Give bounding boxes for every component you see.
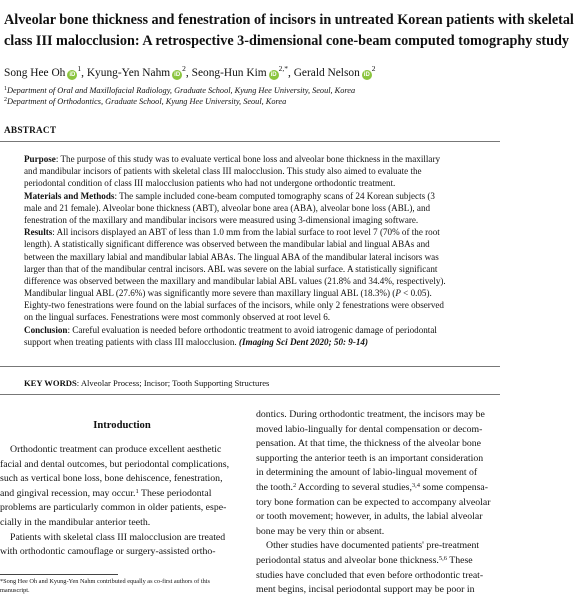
- author-affiliation-mark: 2: [182, 64, 186, 73]
- author-3: [191, 64, 294, 79]
- footnote-line: manuscript.: [0, 586, 30, 594]
- methods-label: Materials and Methods: [24, 190, 115, 201]
- body-line: problems are particularly common in older patients, espe-: [0, 502, 227, 514]
- orcid-icon[interactable]: iD: [174, 72, 181, 78]
- purpose-label: Purpose: [24, 154, 56, 164]
- body-line: bone may be very thin or absent.: [256, 525, 385, 537]
- abstract-text: : All incisors displayed an ABT of less than 1.0 mm from the labial surface to root level 7 (70% of the root: [52, 227, 440, 238]
- affiliation-number: 2: [4, 97, 7, 103]
- abstract-text: : The purpose of this study was to evaluate vertical bone loss and alveolar bone thickness in the maxillary: [55, 154, 441, 164]
- footnote-rule: [0, 574, 118, 575]
- body-line: [0, 487, 244, 502]
- body-line: studies have concluded that even before orthodontic treat-: [256, 569, 484, 581]
- abstract-top-rule: [0, 141, 500, 142]
- body-line: or tooth movement; however, in adults, the labial alveolar: [256, 511, 483, 523]
- abstract-line: between the maxillary labial and mandibular labial ABAs. The lingual ABA of the mandibular lateral incisors was: [24, 251, 439, 262]
- abstract-line: [24, 324, 544, 336]
- conclusion-label: Conclusion: [24, 324, 68, 335]
- abstract-line: periodontal condition of class III malocclusion patients who had not undergone orthodontic treatment.: [24, 178, 396, 189]
- abstract-body: [24, 153, 544, 348]
- footnote-line: *Song Hee Oh and Kyung-Yen Nahm contributed equally as co-first authors of this: [0, 578, 210, 585]
- citation-marker[interactable]: 1: [135, 487, 139, 495]
- affiliation-text: Department of Oral and Maxillofacial Radiology, Graduate School, Kyung Hee University, Seoul, Korea: [7, 86, 356, 95]
- author-name: Seong-Hun Kim: [191, 67, 267, 79]
- author-4: [293, 64, 376, 79]
- abstract-text: < 0.05).: [400, 288, 432, 299]
- citation-marker[interactable]: 2: [293, 481, 297, 489]
- abstract-line: fenestration of the maxillary and mandibular incisors were measured using 3-dimensional imaging software.: [24, 214, 419, 225]
- citation-marker[interactable]: 3,4: [411, 481, 421, 489]
- author-affiliation-mark: 2: [371, 64, 376, 73]
- keywords-label: KEY WORDS: [24, 378, 77, 388]
- abstract-bottom-rule: [0, 366, 500, 367]
- body-line: in determining the amount of labio-lingual movement of: [256, 467, 478, 479]
- author-list: [4, 64, 376, 80]
- footnote: [0, 578, 246, 595]
- left-column: [0, 420, 244, 560]
- body-line: tory bone formation can be expected to accompany alveolar: [256, 496, 491, 508]
- author-affiliation-mark: 2,*: [278, 64, 288, 73]
- author-name: Gerald Nelson: [293, 67, 360, 79]
- author-separator: ,: [287, 67, 294, 79]
- citation-marker[interactable]: 5,6: [438, 554, 447, 562]
- author-separator: ,: [81, 67, 87, 79]
- article-title: [4, 10, 574, 52]
- abstract-line: length). A statistically significant difference was observed between the mandibular labial and lingual ABAs and: [24, 239, 430, 250]
- author-name: Song Hee Oh: [4, 67, 66, 79]
- orcid-icon[interactable]: iD: [270, 72, 277, 78]
- abstract-line: [24, 226, 544, 238]
- abstract-line: difference was observed between the maxillary and mandibular labial ABL values (21.8% and 34.4%, respectively).: [24, 275, 446, 286]
- abstract-line: [24, 153, 544, 165]
- body-text-span: According to several studies,: [296, 481, 412, 493]
- abstract-text: : The sample included cone-beam computed tomography scans of 24 Korean subjects (3: [114, 190, 435, 201]
- left-column-text: [0, 443, 244, 560]
- results-label: Results: [24, 227, 53, 238]
- orcid-icon[interactable]: iD: [363, 72, 370, 78]
- abstract-text: support when treating patients with class III malocclusion.: [24, 336, 239, 347]
- body-line: dontics. During orthodontic treatment, the incisors may be: [256, 409, 485, 420]
- p-value-symbol: P: [395, 288, 401, 299]
- body-text-span: periodontal status and alveolar bone thickness.: [256, 554, 439, 566]
- body-line: Orthodontic treatment can produce excellent aesthetic: [10, 444, 222, 455]
- abstract-line: [24, 190, 544, 202]
- body-text-span: These: [446, 554, 473, 566]
- abstract-line: larger than that of the mandibular central incisors. ABL was severe on the labial surface. A statistically significant: [24, 263, 438, 274]
- body-line: pensation. At that time, the thickness of the alveolar bone: [256, 438, 481, 450]
- author-1: [4, 64, 87, 79]
- author-name: Kyung-Yen Nahm: [86, 67, 171, 79]
- affiliation-2: [4, 97, 286, 106]
- body-line: facial and dental outcomes, but periodontal complications,: [0, 458, 230, 470]
- abstract-line: [24, 287, 544, 299]
- body-line: supporting the anterior teeth is an important consideration: [256, 452, 484, 464]
- abstract-line: and mandibular incisors of patients with skeletal class III malocclusion. This study also aimed to evaluate the: [24, 166, 422, 177]
- body-line: Patients with skeletal class III malocclusion are treated: [10, 531, 226, 543]
- abstract-line: Eighty-two fenestrations were found on the labial surfaces of the incisors, while only 2 fenestrations were observed: [24, 300, 444, 311]
- body-line: such as vertical bone loss, bone dehiscence, fenestration,: [0, 473, 223, 485]
- author-affiliation-mark: 1: [77, 64, 82, 73]
- affiliation-text: Department of Orthodontics, Graduate School, Kyung Hee University, Seoul, Korea: [7, 97, 287, 106]
- body-text-span: and gingival recession, may occur.: [0, 487, 136, 499]
- abstract-text: : Careful evaluation is needed before orthodontic treatment to avoid iatrogenic damage of periodontal: [67, 324, 437, 335]
- affiliation-1: [4, 86, 355, 95]
- abstract-line: male and 21 female). Alveolar bone thickness (ABT), alveolar bone area (ABA), alveolar bone loss (ABL), and: [24, 202, 431, 213]
- body-line: ment begins, incisal periodontal support may be poor in: [256, 584, 475, 596]
- body-line: moved labio-lingually for dental compensation or decom-: [256, 423, 483, 435]
- body-text-span: the tooth.: [256, 481, 294, 493]
- orcid-icon[interactable]: iD: [69, 72, 76, 78]
- body-line: with orthodontic camouflage or surgery-assisted ortho-: [0, 546, 216, 558]
- right-column-text: [256, 408, 516, 598]
- introduction-heading: Introduction: [93, 420, 151, 431]
- title-line-2: class III malocclusion: A retrospective 3-dimensional cone-beam computed tomography study: [4, 33, 569, 49]
- affiliation-number: 1: [4, 86, 7, 92]
- title-line-1: Alveolar bone thickness and fenestration of incisors in untreated Korean patients with skeletal: [4, 12, 574, 28]
- keywords: [24, 378, 269, 388]
- body-line: Other studies have documented patients' pre-treatment: [266, 540, 480, 552]
- body-text-span: These periodontal: [138, 487, 212, 499]
- abstract-text: Mandibular lingual ABL (27.6%) was significantly more severe than maxillary lingual ABL (18.3%) (: [24, 288, 396, 299]
- abstract-line: on the lingual surfaces. Fenestrations were most commonly observed at root level 6.: [24, 312, 331, 323]
- abstract-line: [24, 336, 544, 348]
- body-text-span: some compensa-: [420, 481, 489, 493]
- abstract-heading: ABSTRACT: [4, 126, 57, 136]
- author-separator: ,: [185, 67, 192, 79]
- body-line: cially in the mandibular anterior teeth.: [0, 516, 151, 528]
- body-line: [256, 481, 516, 496]
- right-column: [256, 408, 516, 598]
- keywords-rule: [0, 394, 500, 395]
- citation: (Imaging Sci Dent 2020; 50: 9-14): [238, 336, 368, 347]
- keywords-text: : Alveolar Process; Incisor; Tooth Supporting Structures: [76, 378, 270, 388]
- body-line: [256, 554, 516, 569]
- author-2: [86, 64, 192, 79]
